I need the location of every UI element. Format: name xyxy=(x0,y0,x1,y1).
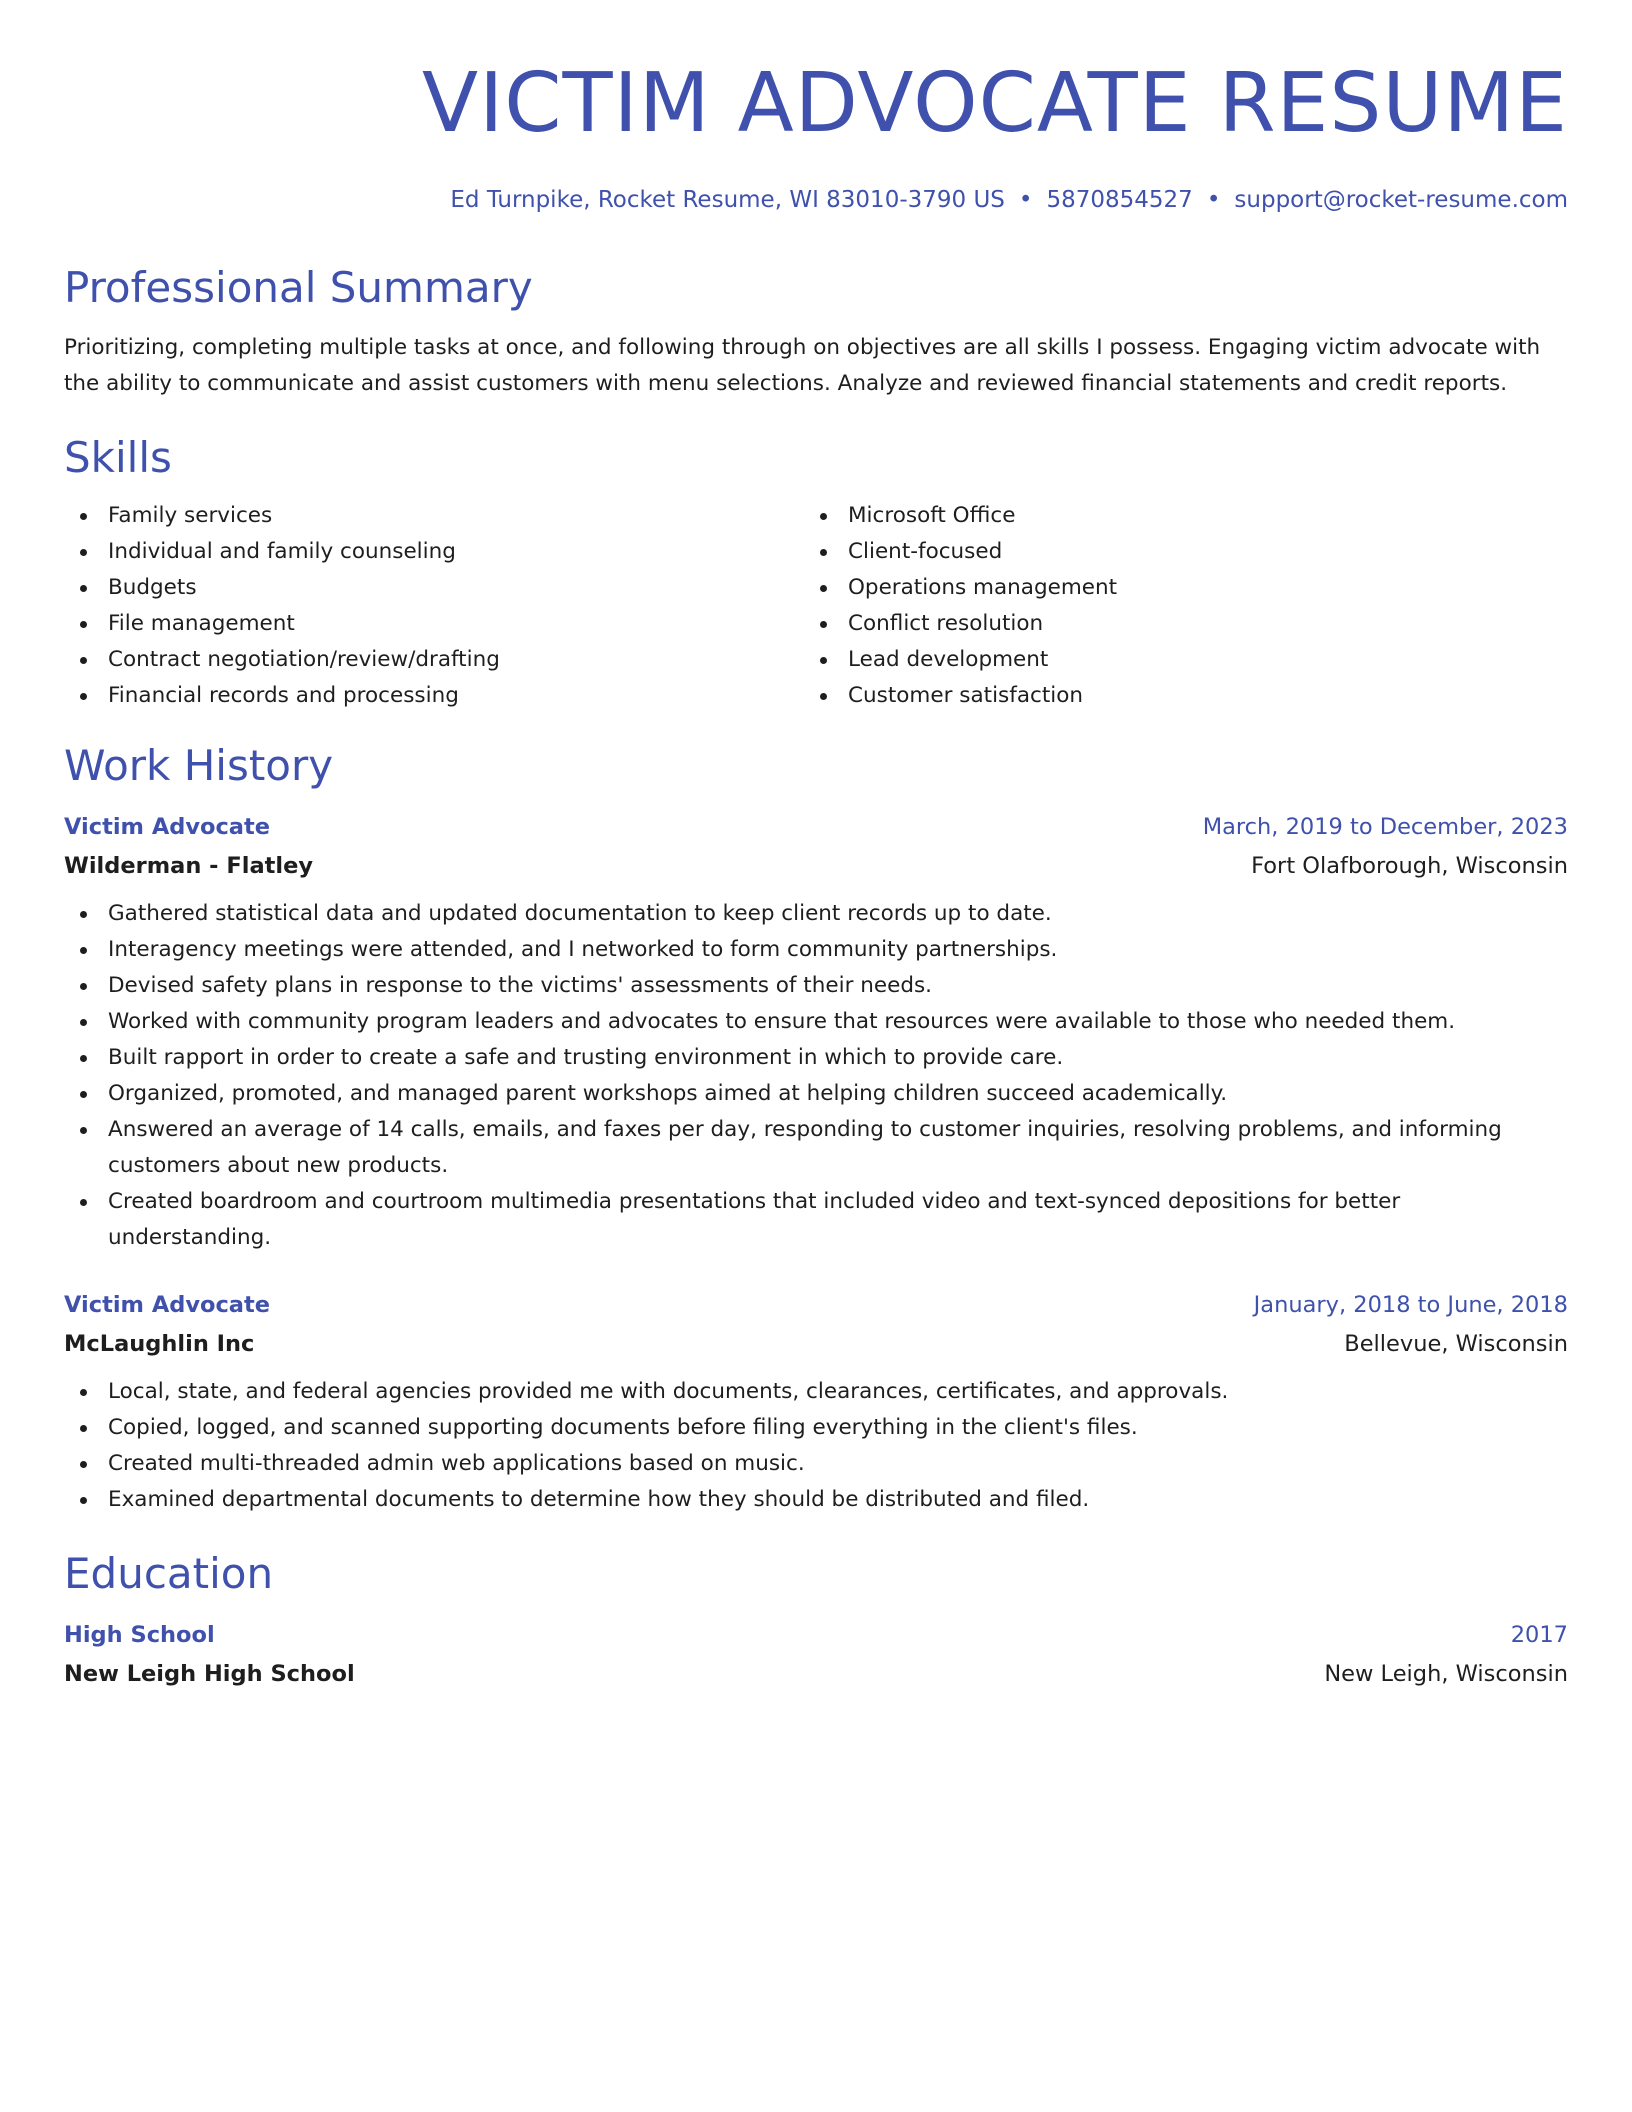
skills-column-left xyxy=(64,498,804,714)
section-heading-work-history: Work History xyxy=(64,741,334,790)
job-bullet: Worked with community program leaders and advocates to ensure that resources were available to those who needed them. xyxy=(64,1004,1568,1040)
section-heading-skills: Skills xyxy=(64,433,172,482)
summary-text: Prioritizing, completing multiple tasks at once, and following through on objectives are all skills I possess. Engaging victim advocate with the ability to communicate and assist customers with menu selections. Analyze and reviewed financial statements and credit reports. xyxy=(64,335,1541,396)
education-location: New Leigh, Wisconsin xyxy=(1324,1661,1568,1687)
contact-line xyxy=(64,184,1568,216)
job-bullets xyxy=(64,896,1568,1256)
skill-item: Individual and family counseling xyxy=(64,534,804,570)
job-subheader xyxy=(64,1324,1568,1364)
skills-list xyxy=(64,498,1568,714)
skill-item: Lead development xyxy=(804,642,1544,678)
skill-item: Financial records and processing xyxy=(64,678,804,714)
contact-email: support@rocket-resume.com xyxy=(1234,187,1568,213)
education-year: 2017 xyxy=(1510,1622,1568,1648)
job-company: Wilderman - Flatley xyxy=(64,853,314,879)
job-bullets xyxy=(64,1374,1568,1518)
job-bullet: Created multi-threaded admin web applications based on music. xyxy=(64,1446,1568,1482)
skill-item: Customer satisfaction xyxy=(804,678,1544,714)
skill-item: Contract negotiation/review/drafting xyxy=(64,642,804,678)
contact-separator: • xyxy=(1206,187,1221,213)
education-school: New Leigh High School xyxy=(64,1661,355,1687)
job-dates: January, 2018 to June, 2018 xyxy=(1253,1292,1568,1318)
contact-address: Ed Turnpike, Rocket Resume, WI 83010-3790 US xyxy=(450,187,1005,213)
job-bullet: Devised safety plans in response to the victims' assessments of their needs. xyxy=(64,968,1568,1004)
job-location: Fort Olafborough, Wisconsin xyxy=(1251,853,1568,879)
job-bullet: Local, state, and federal agencies provided me with documents, clearances, certificates, and approvals. xyxy=(64,1374,1568,1410)
skill-item: Budgets xyxy=(64,570,804,606)
job-bullet: Examined departmental documents to determine how they should be distributed and filed. xyxy=(64,1482,1568,1518)
job-role: Victim Advocate xyxy=(64,1292,270,1318)
skill-item: File management xyxy=(64,606,804,642)
education-subheader xyxy=(64,1654,1568,1694)
education-entry xyxy=(64,1616,1568,1694)
job-entry xyxy=(64,808,1568,1256)
job-entry xyxy=(64,1286,1568,1518)
job-dates: March, 2019 to December, 2023 xyxy=(1202,814,1568,840)
job-subheader xyxy=(64,846,1568,886)
skill-item: Microsoft Office xyxy=(804,498,1544,534)
resume-title: VICTIM ADVOCATE RESUME xyxy=(422,56,1568,151)
section-heading-summary: Professional Summary xyxy=(64,263,533,312)
skills-column-right xyxy=(804,498,1544,714)
job-bullet: Interagency meetings were attended, and I networked to form community partnerships. xyxy=(64,932,1568,968)
job-bullet: Gathered statistical data and updated documentation to keep client records up to date. xyxy=(64,896,1568,932)
contact-separator: • xyxy=(1018,187,1033,213)
job-bullet: Answered an average of 14 calls, emails, and faxes per day, responding to customer inquiries, resolving problems, and informing customers about new products. xyxy=(64,1112,1568,1184)
skill-item: Operations management xyxy=(804,570,1544,606)
skill-item: Conflict resolution xyxy=(804,606,1544,642)
job-bullet: Created boardroom and courtroom multimedia presentations that included video and text-synced depositions for better understanding. xyxy=(64,1184,1568,1256)
education-header xyxy=(64,1616,1568,1654)
education-degree: High School xyxy=(64,1622,215,1648)
job-bullet: Copied, logged, and scanned supporting documents before filing everything in the client's files. xyxy=(64,1410,1568,1446)
contact-phone: 5870854527 xyxy=(1046,187,1193,213)
job-role: Victim Advocate xyxy=(64,814,270,840)
skill-item: Family services xyxy=(64,498,804,534)
job-header xyxy=(64,1286,1568,1324)
job-bullet: Organized, promoted, and managed parent workshops aimed at helping children succeed academically. xyxy=(64,1076,1568,1112)
job-company: McLaughlin Inc xyxy=(64,1331,255,1357)
skill-item: Client-focused xyxy=(804,534,1544,570)
job-header xyxy=(64,808,1568,846)
job-bullet: Built rapport in order to create a safe and trusting environment in which to provide care. xyxy=(64,1040,1568,1076)
job-location: Bellevue, Wisconsin xyxy=(1344,1331,1568,1357)
section-heading-education: Education xyxy=(64,1549,274,1598)
